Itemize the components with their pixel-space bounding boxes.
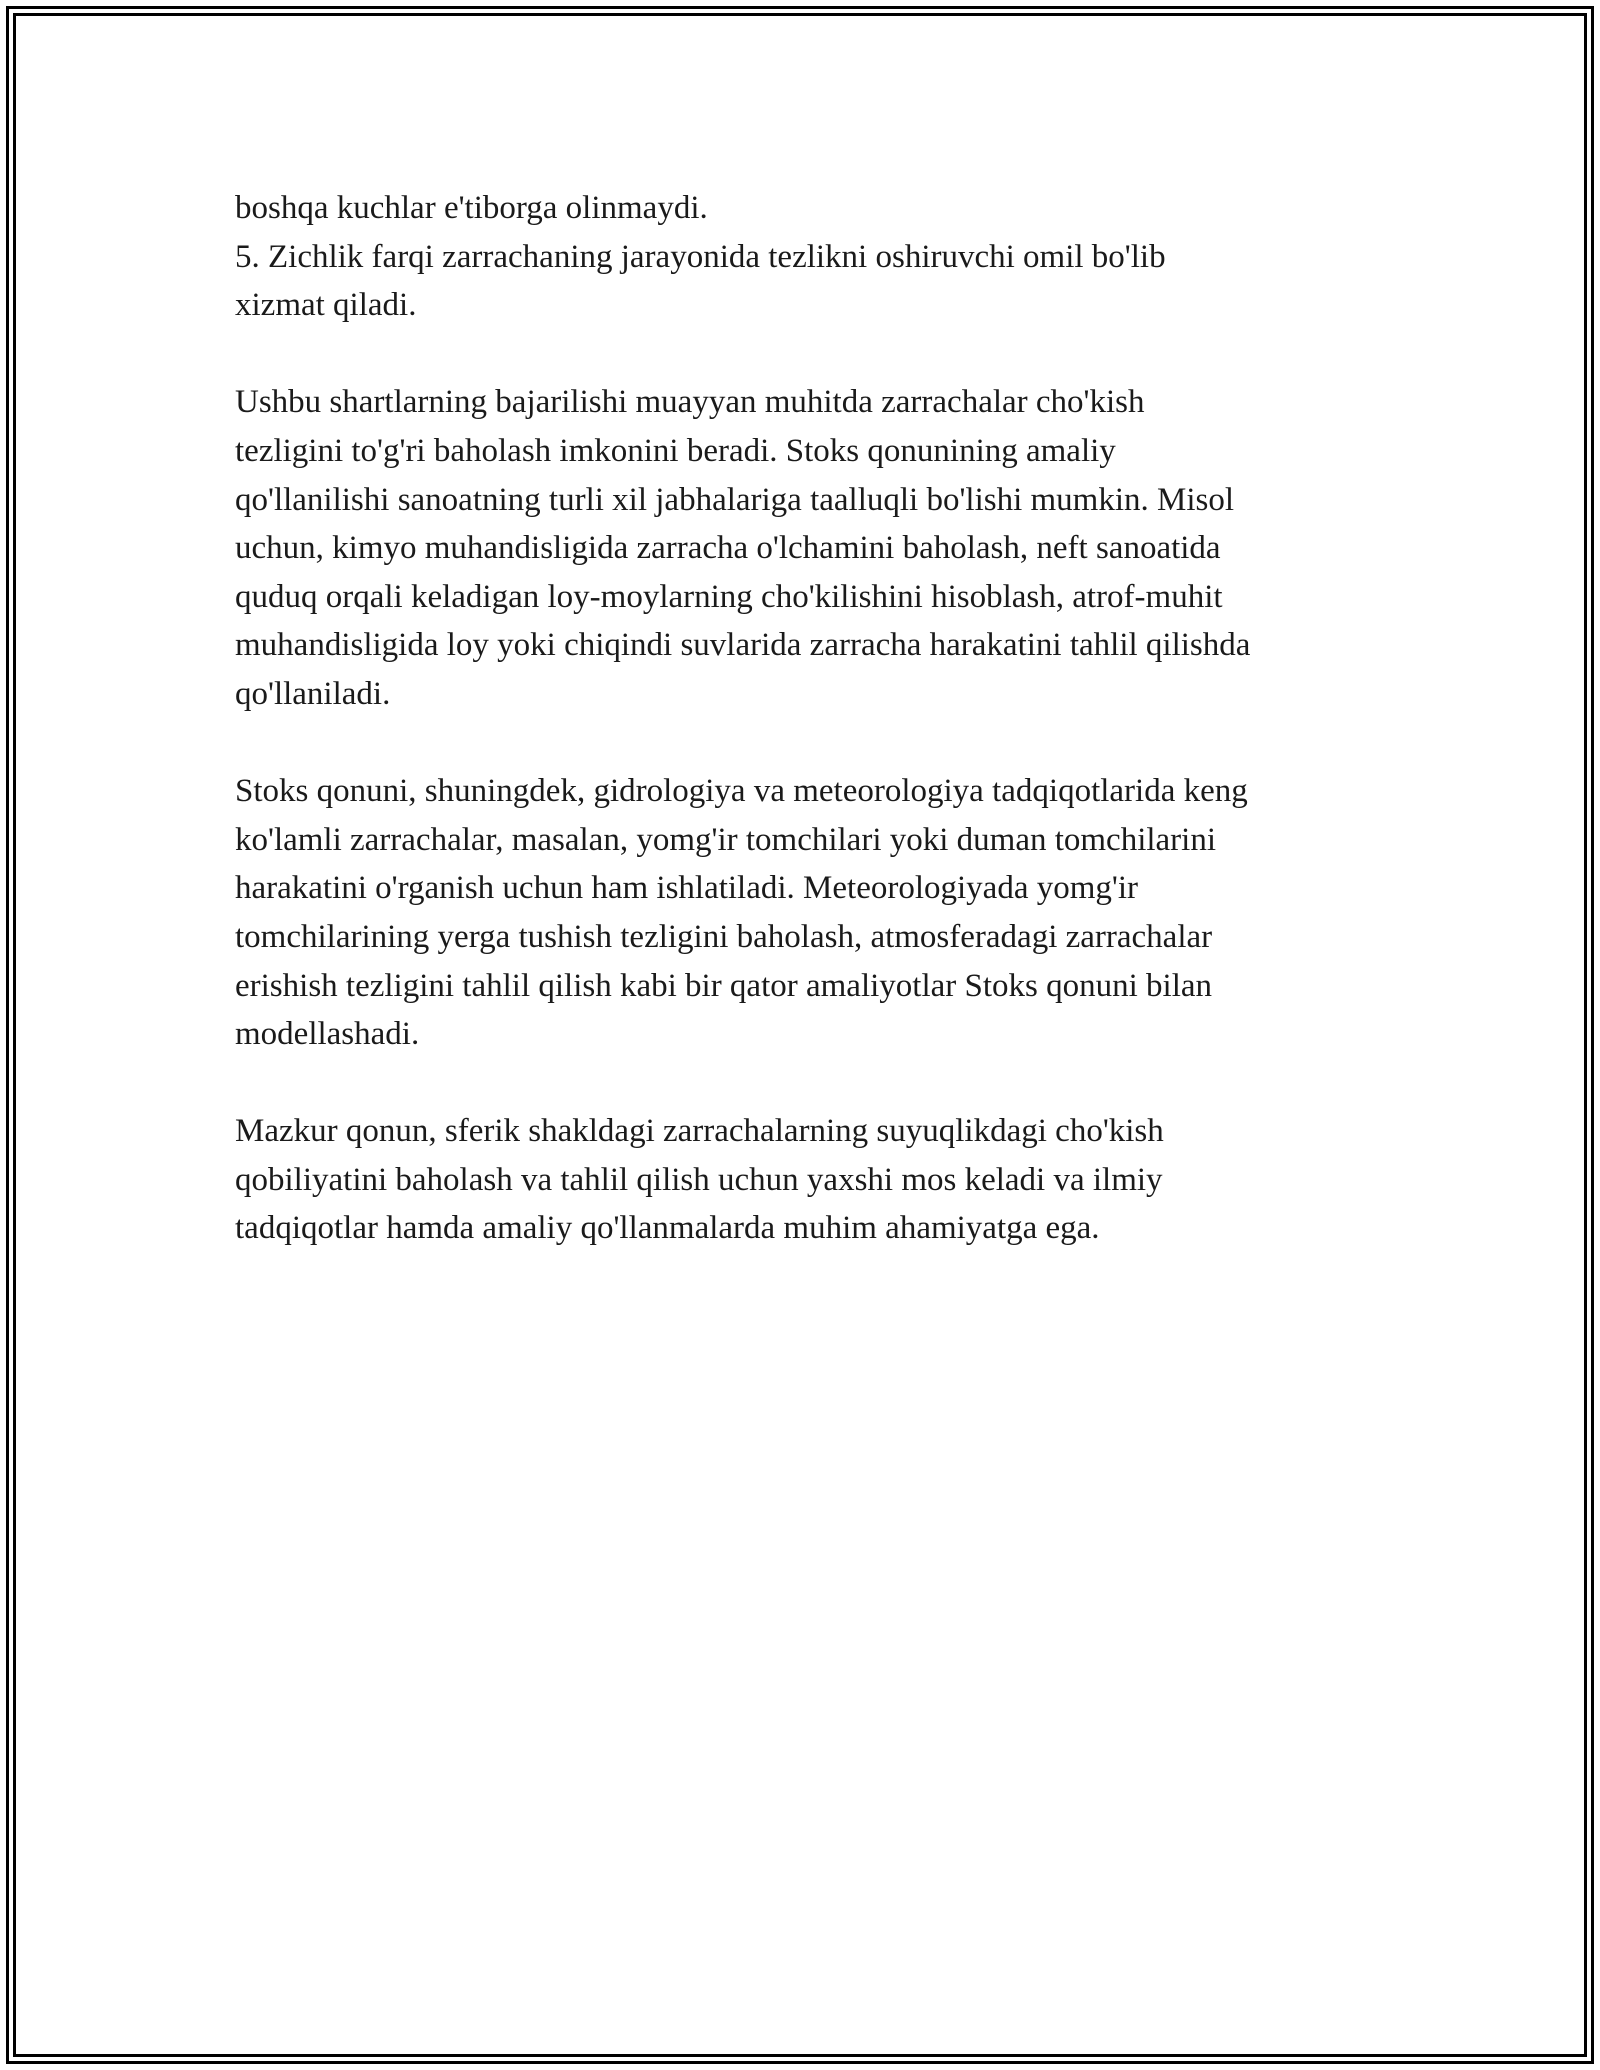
text-line: tadqiqotlar hamda amaliy qo'llanmalarda muhim ahamiyatga ega. <box>235 1210 1100 1247</box>
paragraph-3 <box>235 1107 1375 1253</box>
text-line: tezligini to'g'ri baholash imkonini beradi. Stoks qonunining amaliy <box>235 432 1116 469</box>
text-line: quduq orqali keladigan loy-moylarning cho'kilishini hisoblash, atrof-muhit <box>235 578 1223 615</box>
paragraph-1 <box>235 378 1375 718</box>
paragraph-2 <box>235 767 1375 1059</box>
text-line: erishish tezligini tahlil qilish kabi bir qator amaliyotlar Stoks qonuni bilan <box>235 967 1213 1004</box>
text-line: Stoks qonuni, shuningdek, gidrologiya va meteorologiya tadqiqotlarida keng <box>235 773 1248 810</box>
document-body <box>235 184 1375 1253</box>
paragraph-spacer <box>235 330 1375 379</box>
paragraph-spacer <box>235 1059 1375 1108</box>
text-line: qobiliyatini baholash va tahlil qilish uchun yaxshi mos keladi va ilmiy <box>235 1161 1163 1198</box>
text-line: Ushbu shartlarning bajarilishi muayyan muhitda zarrachalar cho'kish <box>235 384 1145 421</box>
text-line: xizmat qiladi. <box>235 287 417 324</box>
text-line: boshqa kuchlar e'tiborga olinmaydi. <box>235 190 708 226</box>
paragraph-spacer <box>235 719 1375 768</box>
text-line: 5. Zichlik farqi zarrachaning jarayonida tezlikni oshiruvchi omil bo'lib <box>235 238 1166 275</box>
text-line: uchun, kimyo muhandisligida zarracha o'lchamini baholash, neft sanoatida <box>235 530 1221 567</box>
intro-lines <box>235 184 1375 330</box>
text-line: qo'llaniladi. <box>235 675 391 712</box>
text-line: muhandisligida loy yoki chiqindi suvlarida zarracha harakatini tahlil qilishda <box>235 627 1251 664</box>
text-line: Mazkur qonun, sferik shakldagi zarrachalarning suyuqlikdagi cho'kish <box>235 1113 1164 1150</box>
text-line: tomchilarining yerga tushish tezligini baholash, atmosferadagi zarrachalar <box>235 918 1213 955</box>
text-line: ko'lamli zarrachalar, masalan, yomg'ir tomchilari yoki duman tomchilarini <box>235 821 1217 858</box>
text-line: modellashadi. <box>235 1016 420 1053</box>
text-line: qo'llanilishi sanoatning turli xil jabhalariga taalluqli bo'lishi mumkin. Misol <box>235 481 1235 518</box>
text-line: harakatini o'rganish uchun ham ishlatiladi. Meteorologiyada yomg'ir <box>235 870 1138 907</box>
